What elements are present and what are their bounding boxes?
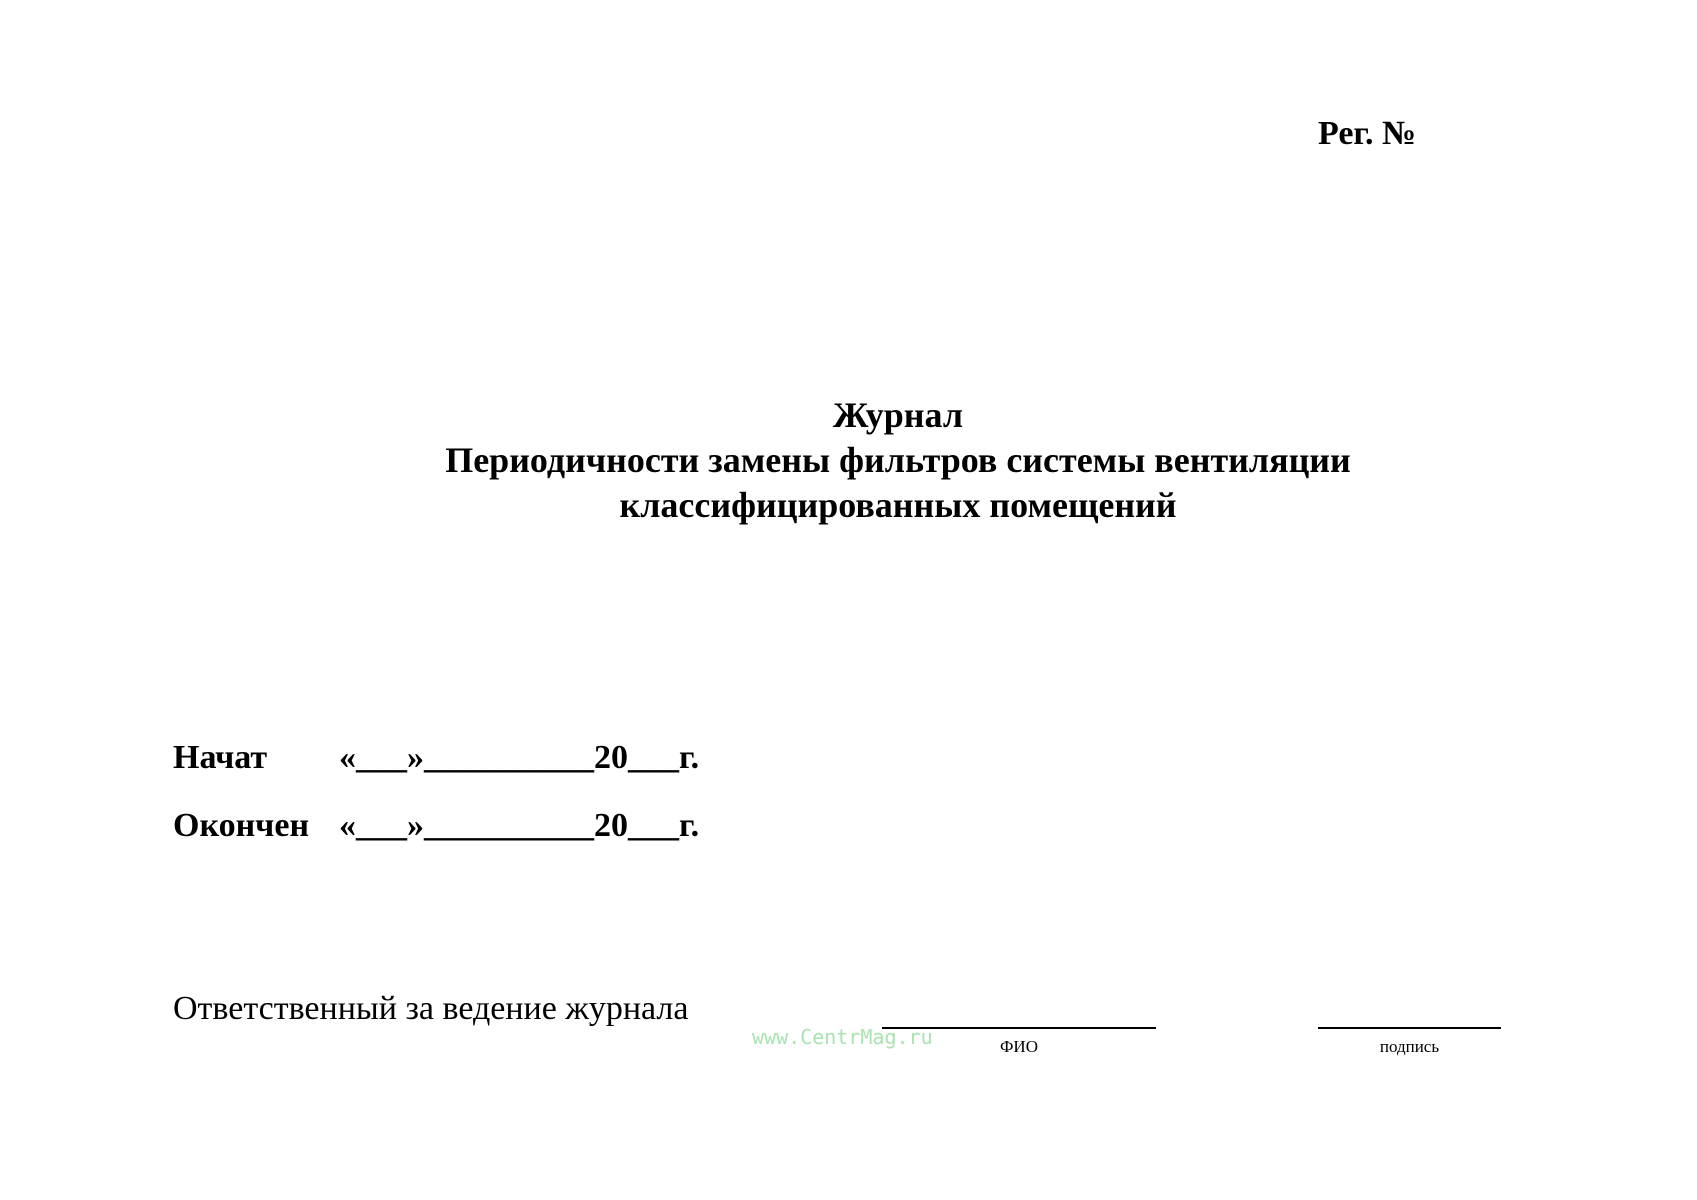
- ended-label: Окончен: [173, 807, 310, 844]
- journal-title: [300, 393, 1496, 528]
- started-label: Начат: [173, 739, 268, 776]
- registration-number-label: Рег. №: [1318, 115, 1417, 152]
- signature-caption: подпись: [1379, 1037, 1440, 1056]
- watermark-text: www.CentrMag.ru: [752, 1025, 933, 1049]
- signature-line: [1318, 1027, 1501, 1029]
- started-date-blank: «___»__________20___г.: [339, 739, 700, 776]
- title-line-2: Периодичности замены фильтров системы вентиляции: [445, 440, 1351, 480]
- title-line-1: Журнал: [832, 395, 964, 435]
- ended-date-blank: «___»__________20___г.: [339, 807, 700, 844]
- started-date-row: [173, 738, 699, 778]
- title-line-3: классифицированных помещений: [619, 485, 1177, 525]
- ended-date-row: [173, 806, 699, 846]
- fio-caption: ФИО: [1000, 1037, 1038, 1056]
- responsible-label: Ответственный за ведение журнала: [173, 990, 689, 1027]
